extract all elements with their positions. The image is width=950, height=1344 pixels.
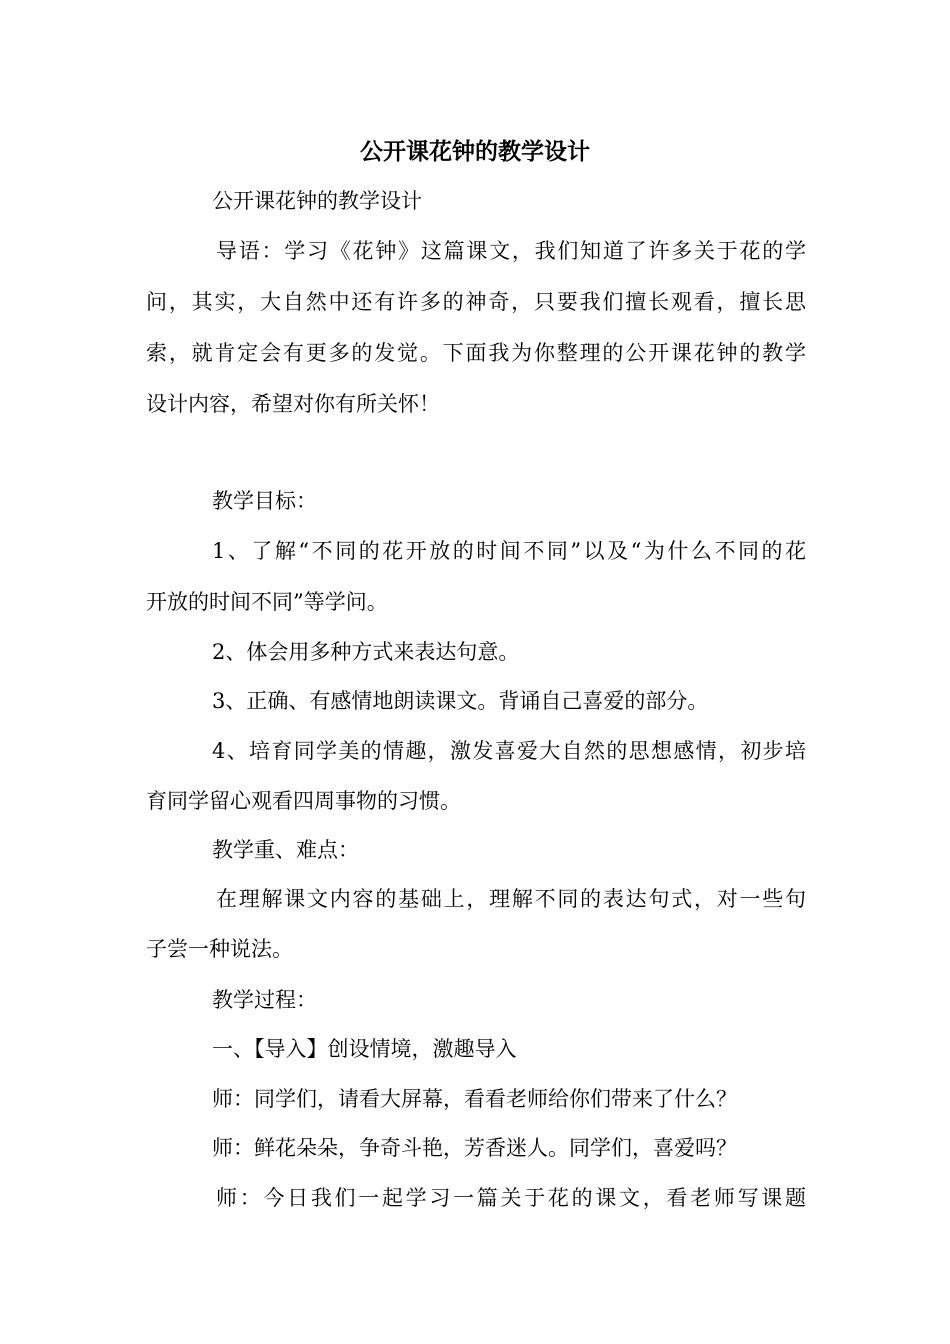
document-title: 公开课花钟的教学设计 bbox=[360, 138, 590, 165]
paragraph-line: 师：今日我们一起学习一篇关于花的课文，看老师写课题 bbox=[216, 1186, 806, 1210]
paragraph-line: 育同学留心观看四周事物的习惯。 bbox=[146, 789, 461, 813]
section-heading: 教学重、难点： bbox=[212, 838, 359, 862]
paragraph-line: 子尝一种说法。 bbox=[146, 937, 293, 961]
paragraph-line: 一、【导入】创设情境，激趣导入 bbox=[212, 1037, 517, 1061]
paragraph-line: 问，其实，大自然中还有许多的神奇，只要我们擅长观看，擅长思 bbox=[146, 290, 806, 314]
subtitle-line: 公开课花钟的教学设计 bbox=[212, 189, 422, 213]
paragraph-line: 设计内容，希望对你有所关怀！ bbox=[146, 392, 440, 416]
paragraph-line: 在理解课文内容的基础上，理解不同的表达句式，对一些句 bbox=[216, 887, 806, 911]
paragraph-line: 索，就肯定会有更多的发觉。下面我为你整理的公开课花钟的教学 bbox=[146, 341, 806, 365]
paragraph-line: 开放的时间不同”等学问。 bbox=[146, 590, 388, 614]
paragraph-line: 3、正确、有感情地朗读课文。背诵自己喜爱的部分。 bbox=[212, 689, 709, 713]
section-heading: 教学过程： bbox=[212, 988, 317, 1012]
paragraph-line: 4、培育同学美的情趣，激发喜爱大自然的思想感情，初步培 bbox=[212, 739, 806, 763]
paragraph-line: 师：鲜花朵朵，争奇斗艳，芳香迷人。同学们，喜爱吗？ bbox=[212, 1136, 737, 1160]
section-heading: 教学目标： bbox=[212, 489, 317, 513]
paragraph-line: 导语：学习《花钟》这篇课文，我们知道了许多关于花的学 bbox=[216, 239, 806, 263]
paragraph-line: 师：同学们，请看大屏幕，看看老师给你们带来了什么？ bbox=[212, 1087, 737, 1111]
paragraph-line: 2、体会用多种方式来表达句意。 bbox=[212, 640, 520, 664]
paragraph-line: 1、了解“不同的花开放的时间不同”以及“为什么不同的花 bbox=[212, 539, 806, 563]
